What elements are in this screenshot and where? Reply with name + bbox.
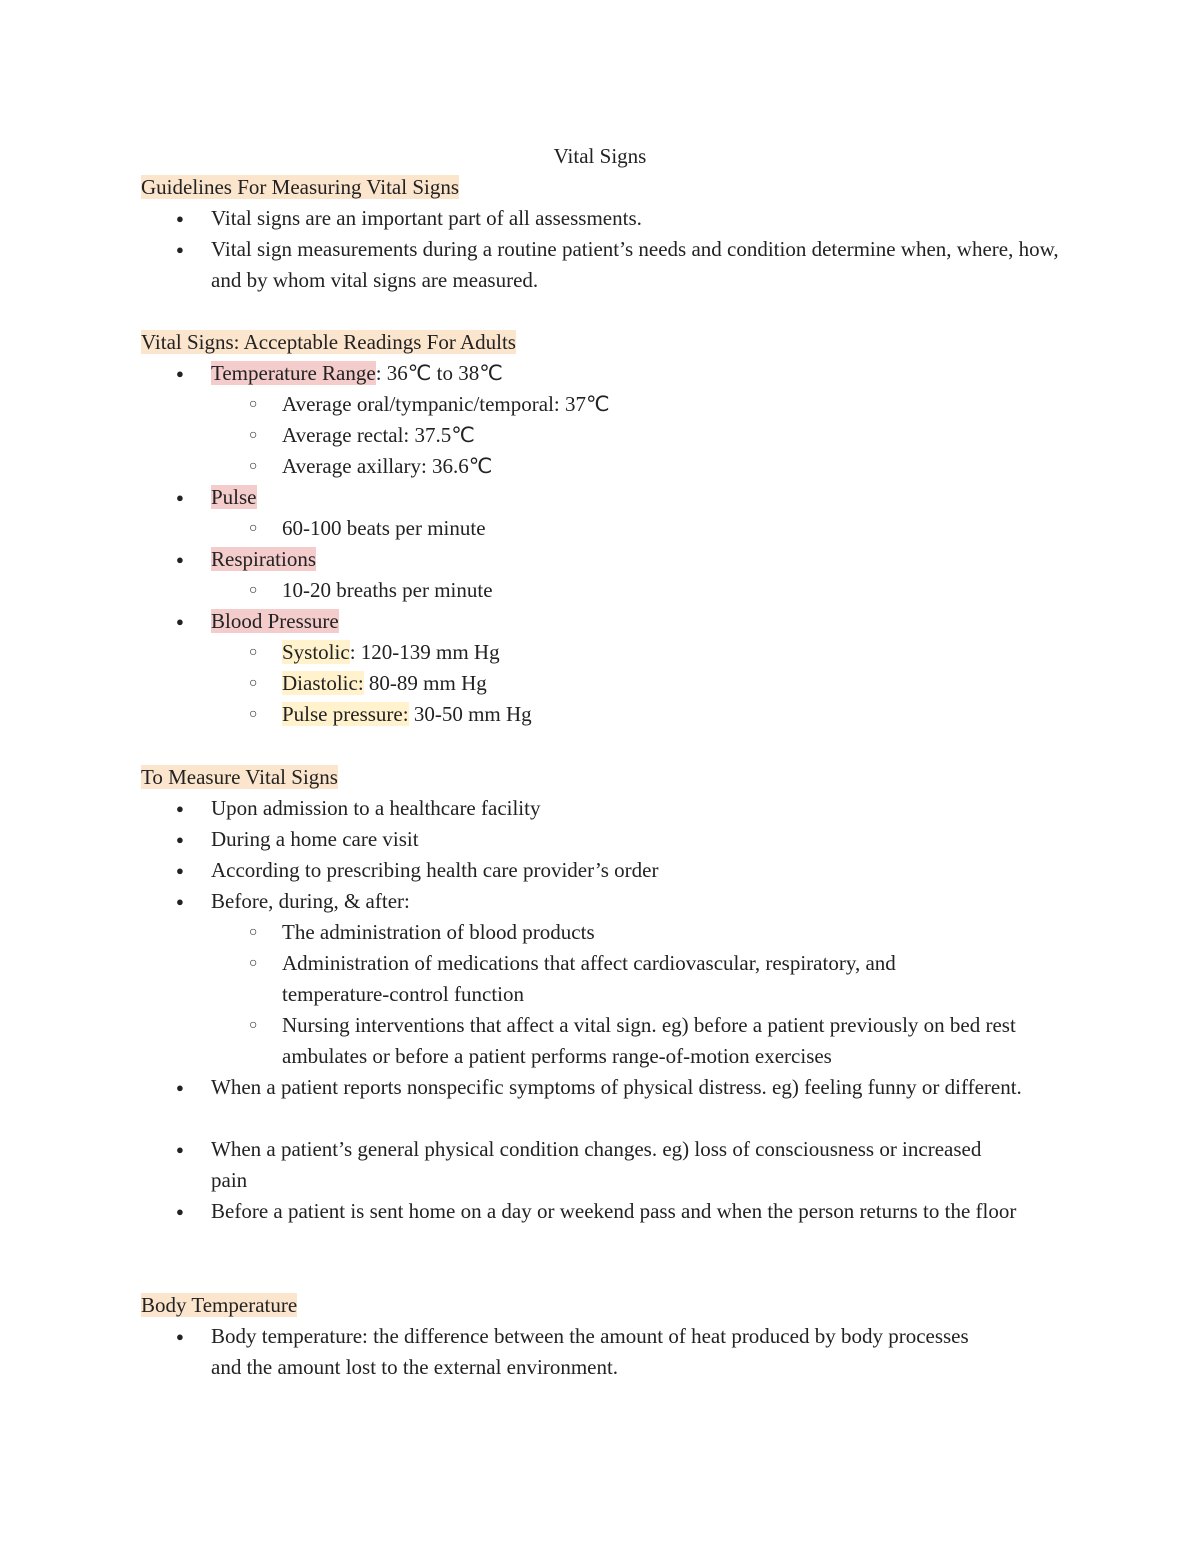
list-item-blood-pressure: Blood Pressure: [211, 609, 339, 633]
sub-list-item: Average oral/tympanic/temporal: 37℃: [282, 392, 610, 416]
bullet-icon: ●: [176, 1329, 184, 1344]
bullet-icon: ●: [176, 1080, 184, 1095]
sub-bullet-icon: ○: [249, 925, 258, 940]
sub-list-item: The administration of blood products: [282, 920, 595, 944]
sub-list-item: 60-100 beats per minute: [282, 516, 486, 540]
list-item: When a patient reports nonspecific symptoms of physical distress. eg) feeling funny or different.: [211, 1075, 1022, 1099]
sub-bullet-icon: ○: [249, 645, 258, 660]
bullet-icon: ●: [176, 614, 184, 629]
bullet-icon: ●: [176, 832, 184, 847]
sub-list-item: Average rectal: 37.5℃: [282, 423, 475, 447]
sub-list-item: Diastolic: 80-89 mm Hg: [282, 671, 487, 695]
list-item: Vital signs are an important part of all assessments.: [211, 206, 642, 230]
document-title: Vital Signs: [553, 144, 647, 168]
bullet-icon: ●: [176, 366, 184, 381]
sub-bullet-icon: ○: [249, 676, 258, 691]
sub-list-item: Nursing interventions that affect a vital sign. eg) before a patient previously on bed rest ambulates or before a patient performs range-of-motion exercises: [282, 1013, 1016, 1068]
section-heading-to-measure: To Measure Vital Signs: [141, 765, 338, 789]
sub-bullet-icon: ○: [249, 583, 258, 598]
list-item: Upon admission to a healthcare facility: [211, 796, 541, 820]
bullet-icon: ●: [176, 894, 184, 909]
sub-bullet-icon: ○: [249, 428, 258, 443]
temperature-label: Temperature Range: [211, 361, 376, 385]
bullet-icon: ●: [176, 801, 184, 816]
list-item: Body temperature: the difference between the amount of heat produced by body processes and the amount lost to the external environment.: [211, 1324, 969, 1379]
sub-bullet-icon: ○: [249, 397, 258, 412]
sub-list-item: Pulse pressure: 30-50 mm Hg: [282, 702, 532, 726]
list-item: Before, during, & after:: [211, 889, 410, 913]
list-item-pulse: Pulse: [211, 485, 257, 509]
sub-list-item: 10-20 breaths per minute: [282, 578, 493, 602]
sub-bullet-icon: ○: [249, 459, 258, 474]
list-item: During a home care visit: [211, 827, 419, 851]
section-heading-guidelines: Guidelines For Measuring Vital Signs: [141, 175, 460, 199]
bullet-icon: ●: [176, 490, 184, 505]
section-heading-body-temperature: Body Temperature: [141, 1293, 298, 1317]
list-item: According to prescribing health care provider’s order: [211, 858, 659, 882]
sub-bullet-icon: ○: [249, 1018, 258, 1033]
bullet-icon: ●: [176, 242, 184, 257]
sub-list-item: Average axillary: 36.6℃: [282, 454, 493, 478]
list-item: Vital sign measurements during a routine patient’s needs and condition determine when, where, how, and by whom vital signs are measured.: [211, 237, 1059, 292]
sub-list-item: Systolic: 120-139 mm Hg: [282, 640, 500, 664]
list-item: When a patient’s general physical condition changes. eg) loss of consciousness or increased pain: [211, 1137, 982, 1192]
section-heading-acceptable-readings: Vital Signs: Acceptable Readings For Adults: [141, 330, 516, 354]
bullet-icon: ●: [176, 552, 184, 567]
bullet-icon: ●: [176, 863, 184, 878]
list-item-respirations: Respirations: [211, 547, 316, 571]
sub-bullet-icon: ○: [249, 707, 258, 722]
bullet-icon: ●: [176, 1142, 184, 1157]
sub-list-item: Administration of medications that affect cardiovascular, respiratory, and temperature-control function: [282, 951, 896, 1006]
bullet-icon: ●: [176, 211, 184, 226]
bullet-icon: ●: [176, 1204, 184, 1219]
sub-bullet-icon: ○: [249, 521, 258, 536]
list-item: Before a patient is sent home on a day or weekend pass and when the person returns to the floor: [211, 1199, 1017, 1223]
list-item-temperature: Temperature Range: 36℃ to 38℃: [211, 361, 503, 385]
sub-bullet-icon: ○: [249, 956, 258, 971]
